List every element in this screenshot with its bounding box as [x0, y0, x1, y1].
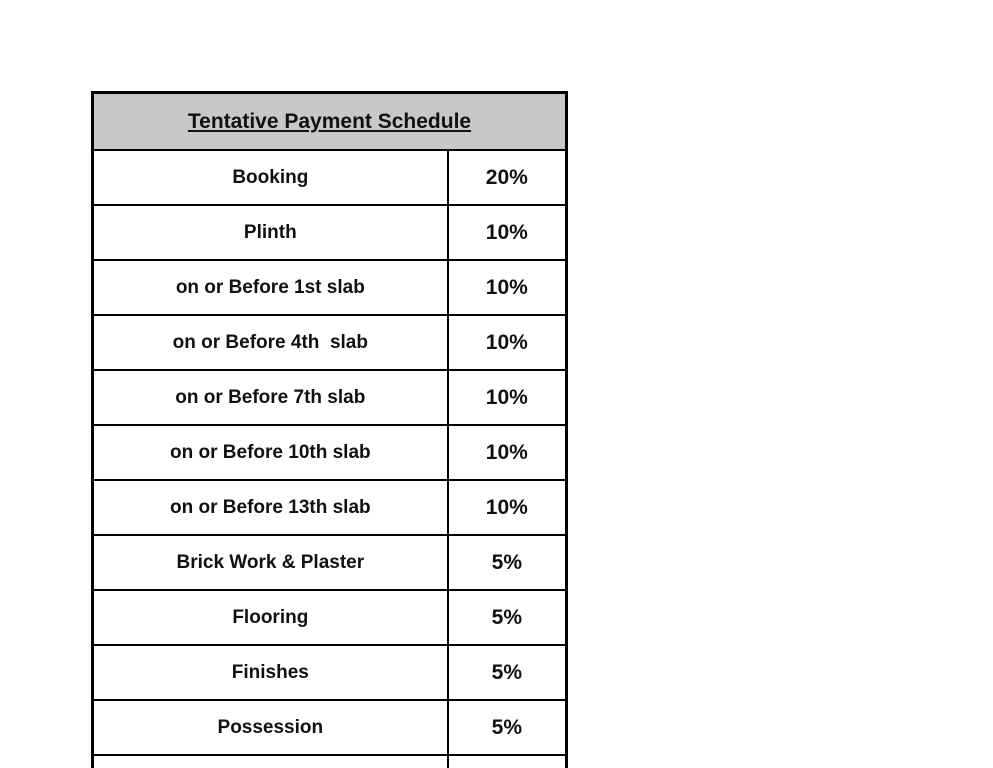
- stage-cell: Finishes: [93, 645, 448, 700]
- table-title: Tentative Payment Schedule: [93, 93, 567, 151]
- percent-cell: 5%: [448, 645, 567, 700]
- stage-cell: on or Before 4th slab: [93, 315, 448, 370]
- percent-cell: 5%: [448, 700, 567, 755]
- table-row: [93, 260, 567, 315]
- stage-cell-empty: [93, 755, 448, 768]
- percent-cell: 10%: [448, 370, 567, 425]
- percent-cell: 5%: [448, 590, 567, 645]
- percent-cell: 10%: [448, 425, 567, 480]
- table-row: [93, 590, 567, 645]
- stage-cell: on or Before 10th slab: [93, 425, 448, 480]
- stage-cell: on or Before 7th slab: [93, 370, 448, 425]
- table-row: [93, 205, 567, 260]
- table-row: [93, 535, 567, 590]
- stage-cell: on or Before 13th slab: [93, 480, 448, 535]
- table-row: [93, 315, 567, 370]
- percent-cell-empty: [448, 755, 567, 768]
- table-row: [93, 150, 567, 205]
- percent-cell: 5%: [448, 535, 567, 590]
- stage-cell: Plinth: [93, 205, 448, 260]
- stage-cell: Flooring: [93, 590, 448, 645]
- table-row: [93, 370, 567, 425]
- percent-cell: 10%: [448, 260, 567, 315]
- table-row-empty: [93, 755, 567, 768]
- percent-cell: 10%: [448, 205, 567, 260]
- percent-cell: 10%: [448, 315, 567, 370]
- table-header-row: [93, 93, 567, 151]
- percent-cell: 10%: [448, 480, 567, 535]
- table-row: [93, 425, 567, 480]
- stage-cell: on or Before 1st slab: [93, 260, 448, 315]
- stage-cell: Booking: [93, 150, 448, 205]
- stage-cell: Brick Work & Plaster: [93, 535, 448, 590]
- table-row: [93, 700, 567, 755]
- table-row: [93, 480, 567, 535]
- stage-cell: Possession: [93, 700, 448, 755]
- payment-schedule-table: [91, 91, 568, 768]
- table-row: [93, 645, 567, 700]
- percent-cell: 20%: [448, 150, 567, 205]
